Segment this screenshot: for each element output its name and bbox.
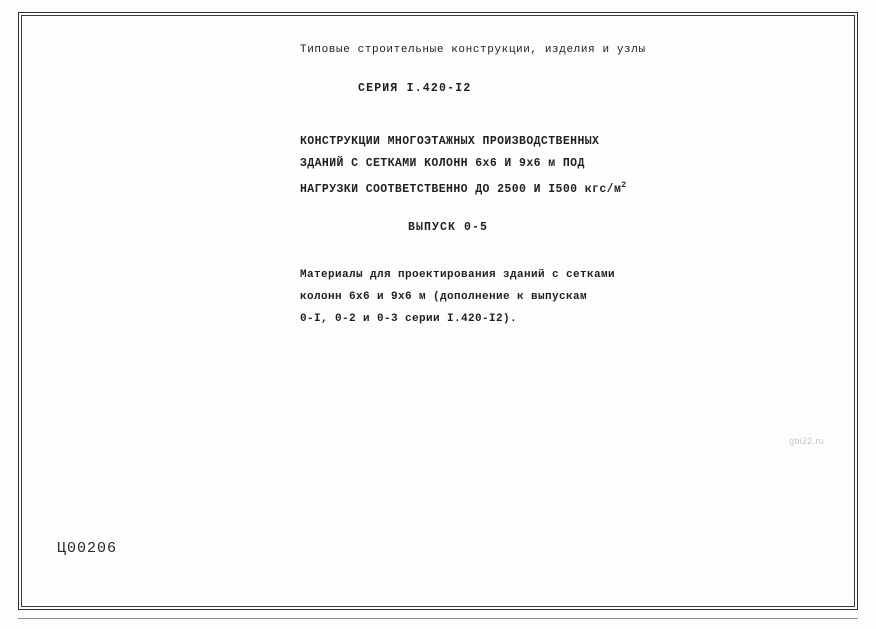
main-title-line-3-text: НАГРУЗКИ СООТВЕТСТВЕННО ДО 2500 И I500 кгс/м: [300, 182, 622, 196]
main-title-line-3: [300, 175, 770, 201]
page-bottom-rule: [18, 618, 858, 619]
stamp-code: Ц00206: [57, 540, 118, 557]
document-header-line: Типовые строительные конструкции, изделия и узлы: [300, 44, 646, 56]
document-series: СЕРИЯ I.420-I2: [358, 82, 472, 95]
subtitle-line-2: колонн 6х6 и 9х6 м (дополнение к выпускам: [300, 290, 588, 303]
document-issue: ВЫПУСК 0-5: [408, 220, 489, 234]
main-title-line-1: КОНСТРУКЦИИ МНОГОЭТАЖНЫХ ПРОИЗВОДСТВЕННЫХ: [300, 135, 600, 148]
subtitle-line-3: 0-I, 0-2 и 0-3 серии I.420-I2).: [300, 312, 518, 325]
document-subtitle: [300, 264, 770, 330]
watermark: gbi22.ru: [789, 436, 824, 446]
document-main-title: [300, 131, 770, 201]
subtitle-line-1: Материалы для проектирования зданий с сетками: [300, 268, 616, 281]
main-title-line-2: ЗДАНИЙ С СЕТКАМИ КОЛОНН 6х6 И 9х6 м ПОД: [300, 157, 585, 170]
main-title-superscript: 2: [621, 181, 627, 190]
title-block: [300, 44, 770, 330]
